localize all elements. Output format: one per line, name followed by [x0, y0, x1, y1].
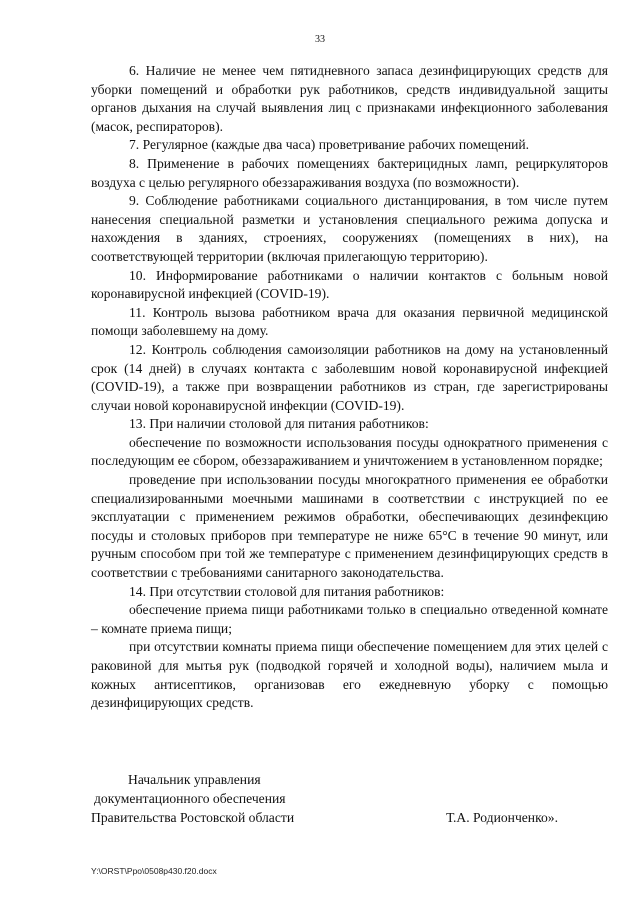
paragraph-item-9: 9. Соблюдение работниками социального дистанцирования, в том числе путем нанесения специальной разметки и установления специального режима допуска и нахождения в зданиях, строениях, сооружениях (помещениях в них), на соответствующей территории (включая прилегающую территорию). [91, 193, 608, 264]
paragraph-item-8: 8. Применение в рабочих помещениях бактерицидных ламп, рециркуляторов воздуха с целью регулярного обеззараживания воздуха (по возможности). [91, 155, 608, 190]
document-body [91, 62, 608, 713]
paragraph-13-subitem-2: проведение при использовании посуды многократного применения ее обработки специализированными моечными машинами в соответствии с инструкцией по ее эксплуатации с применением режимов обработки, обеспечивающих дезинфекцию посуды и столовых приборов при температуре не ниже 65°С в течение 90 минут, или ручным способом при той же температуре с применением дезинфицирующих средств в соответствии с требованиями санитарного законодательства. [91, 472, 608, 581]
file-path-footer: Y:\ORST\Ppo\0508p430.f20.docx [91, 866, 217, 876]
paragraph-item-12: 12. Контроль соблюдения самоизоляции работников на дому на установленный срок (14 дней) в случаях контакта с заболевшим новой коронавирусной инфекцией (COVID-19), а также при возвращении работников из стран, где зарегистрированы случаи новой коронавирусной инфекции (COVID-19). [91, 341, 608, 413]
paragraph-item-11: 11. Контроль вызова работником врача для оказания первичной медицинской помощи заболевшему на дому. [91, 304, 608, 339]
signature-block [91, 770, 608, 827]
signatory-name: Т.А. Родионченко». [446, 810, 558, 825]
signature-position-line-3: Правительства Ростовской области [91, 810, 295, 825]
signature-position-line-1: Начальник управления [128, 772, 261, 787]
page-number: 33 [315, 34, 325, 45]
paragraph-item-7: 7. Регулярное (каждые два часа) проветривание рабочих помещений. [129, 137, 530, 153]
signature-position-line-2: документационного обеспечения [94, 791, 286, 806]
paragraph-item-6: 6. Наличие не менее чем пятидневного запаса дезинфицирующих средств для уборки помещений и обработки рук работников, средств индивидуальной защиты органов дыхания на случай выявления лиц с признаками инфекционного заболевания (масок, респираторов). [91, 63, 608, 134]
paragraph-item-13: 13. При наличии столовой для питания работников: [129, 416, 429, 432]
paragraph-13-subitem-1: обеспечение по возможности использования посуды однократного применения с последующим ее сбором, обеззараживанием и уничтожением в установленном порядке; [91, 434, 608, 469]
paragraph-14-subitem-1: обеспечение приема пищи работниками только в специально отведенной комнате – комнате приема пищи; [91, 602, 608, 636]
paragraph-14-subitem-2: при отсутствии комнаты приема пищи обеспечение помещением для этих целей с раковиной для мытья рук (подводкой горячей и холодной воды), наличием мыла и кожных антисептиков, организовав его ежедневную уборку с помощью дезинфицирующих средств. [91, 639, 608, 711]
paragraph-item-10: 10. Информирование работниками о наличии контактов с больным новой коронавирусной инфекцией (COVID-19). [91, 267, 608, 302]
paragraph-item-14: 14. При отсутствии столовой для питания работников: [129, 583, 445, 599]
